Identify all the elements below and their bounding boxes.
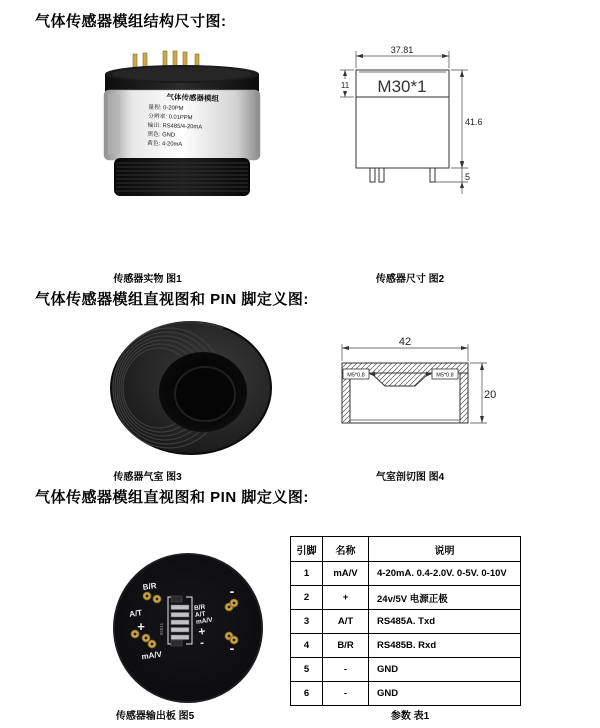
dim-pin-length <box>435 162 470 194</box>
pin-description: GND <box>369 682 521 706</box>
silkscreen-board-code: 65011 <box>159 622 164 636</box>
silkscreen-plus: + <box>137 619 145 634</box>
silkscreen-br: B/R <box>142 581 158 592</box>
pin-number: 1 <box>291 562 323 586</box>
table-row <box>291 682 521 706</box>
section-title-front-view-pin: 气体传感器模组直视图和 PIN 脚定义图: <box>35 291 309 308</box>
section-title-output-board-pin: 气体传感器模组直视图和 PIN 脚定义图: <box>35 489 309 506</box>
label-line-yellow: 黄色: 4-20mA <box>146 140 183 148</box>
pin-description: GND <box>369 658 521 682</box>
chamber-section-drawing <box>333 332 498 450</box>
label-line-black: 黑色: GND <box>147 131 176 139</box>
pin-description: 24v/5V 电源正极 <box>369 586 521 610</box>
dim-height <box>451 70 483 168</box>
pin-number: 5 <box>291 658 323 682</box>
sensor-top-cap <box>105 65 259 92</box>
pin-name: B/R <box>323 634 369 658</box>
silkscreen-minus-bottom: - <box>229 640 235 656</box>
label-title: 气体传感器模组 <box>166 92 220 104</box>
table-header-row <box>291 537 521 562</box>
silkscreen-center-minus: - <box>198 635 205 650</box>
table-row <box>291 562 521 586</box>
drawing-pins <box>370 168 435 182</box>
table-row <box>291 586 521 610</box>
table-row <box>291 634 521 658</box>
sensor-label <box>104 90 260 160</box>
silkscreen-minus-top: - <box>229 583 235 599</box>
silkscreen-center-br: B/R <box>193 603 206 613</box>
silkscreen-mav: mA/V <box>140 649 163 662</box>
output-board-photo-figure <box>112 552 264 704</box>
dim-chamber-height <box>470 363 496 423</box>
svg-text:20: 20 <box>484 389 497 401</box>
gas-chamber-body <box>111 322 271 454</box>
figure5-caption: 传感器输出板 图5 <box>115 711 195 722</box>
pin-name: mA/V <box>323 562 369 586</box>
section-title-structure-dimensions: 气体传感器模组结构尺寸图: <box>35 13 227 30</box>
dim-height-value: 41.6 <box>465 117 483 127</box>
pin-name: - <box>323 658 369 682</box>
label-line-output: 输出: RS485/4-20mA <box>147 122 203 131</box>
pin-number: 6 <box>291 682 323 706</box>
figure2-caption: 传感器尺寸 图2 <box>375 274 445 285</box>
svg-text:M5*0.8: M5*0.8 <box>436 372 454 379</box>
pin-name: A/T <box>323 610 369 634</box>
table-header-pin: 引脚 <box>291 537 323 562</box>
table1-caption: 参数 表1 <box>390 711 430 722</box>
pin-number: 2 <box>291 586 323 610</box>
silkscreen-center-at: A/T <box>194 610 206 620</box>
silkscreen-at: A/T <box>128 608 143 619</box>
dim-chamber-width <box>342 336 468 361</box>
dim-band-height <box>340 70 354 97</box>
gas-chamber-photo-figure <box>103 320 273 460</box>
label-line-resolution: 分辨率: 0.01PPM <box>147 113 193 122</box>
dim-pin-length-value: 5 <box>465 172 471 182</box>
pin-name: + <box>323 586 369 610</box>
pin-number: 3 <box>291 610 323 634</box>
dim-band-height-value: 11 <box>340 81 350 90</box>
table-header-description: 说明 <box>369 537 521 562</box>
figure4-caption: 气室剖切图 图4 <box>375 472 445 483</box>
table-header-name: 名称 <box>323 537 369 562</box>
dim-width <box>356 45 449 68</box>
pin-description: RS485A. Txd <box>369 610 521 634</box>
pin-description: RS485B. Rxd <box>369 634 521 658</box>
figure1-caption: 传感器实物 图1 <box>113 274 182 285</box>
silkscreen-center-plus: + <box>197 623 207 639</box>
table-row <box>291 610 521 634</box>
pin-name: - <box>323 682 369 706</box>
pin-description: 4-20mA. 0.4-2.0V. 0-5V. 0-10V <box>369 562 521 586</box>
pin-number: 4 <box>291 634 323 658</box>
label-line-range: 量程: 0-20PM <box>148 104 184 112</box>
sensor-dimension-drawing <box>338 42 508 197</box>
pin-definition-table <box>290 536 521 706</box>
silkscreen-center-mav: mA/V <box>195 616 214 626</box>
thread-spec-label: M30*1 <box>377 77 427 96</box>
sensor-ribbed-base <box>114 158 250 196</box>
sensor-photo-figure <box>100 48 265 198</box>
figure3-caption: 传感器气室 图3 <box>113 472 182 483</box>
table-row <box>291 658 521 682</box>
svg-text:42: 42 <box>398 336 412 348</box>
svg-text:M5*0.8: M5*0.8 <box>347 372 365 379</box>
dim-width-value: 37.81 <box>390 45 414 55</box>
